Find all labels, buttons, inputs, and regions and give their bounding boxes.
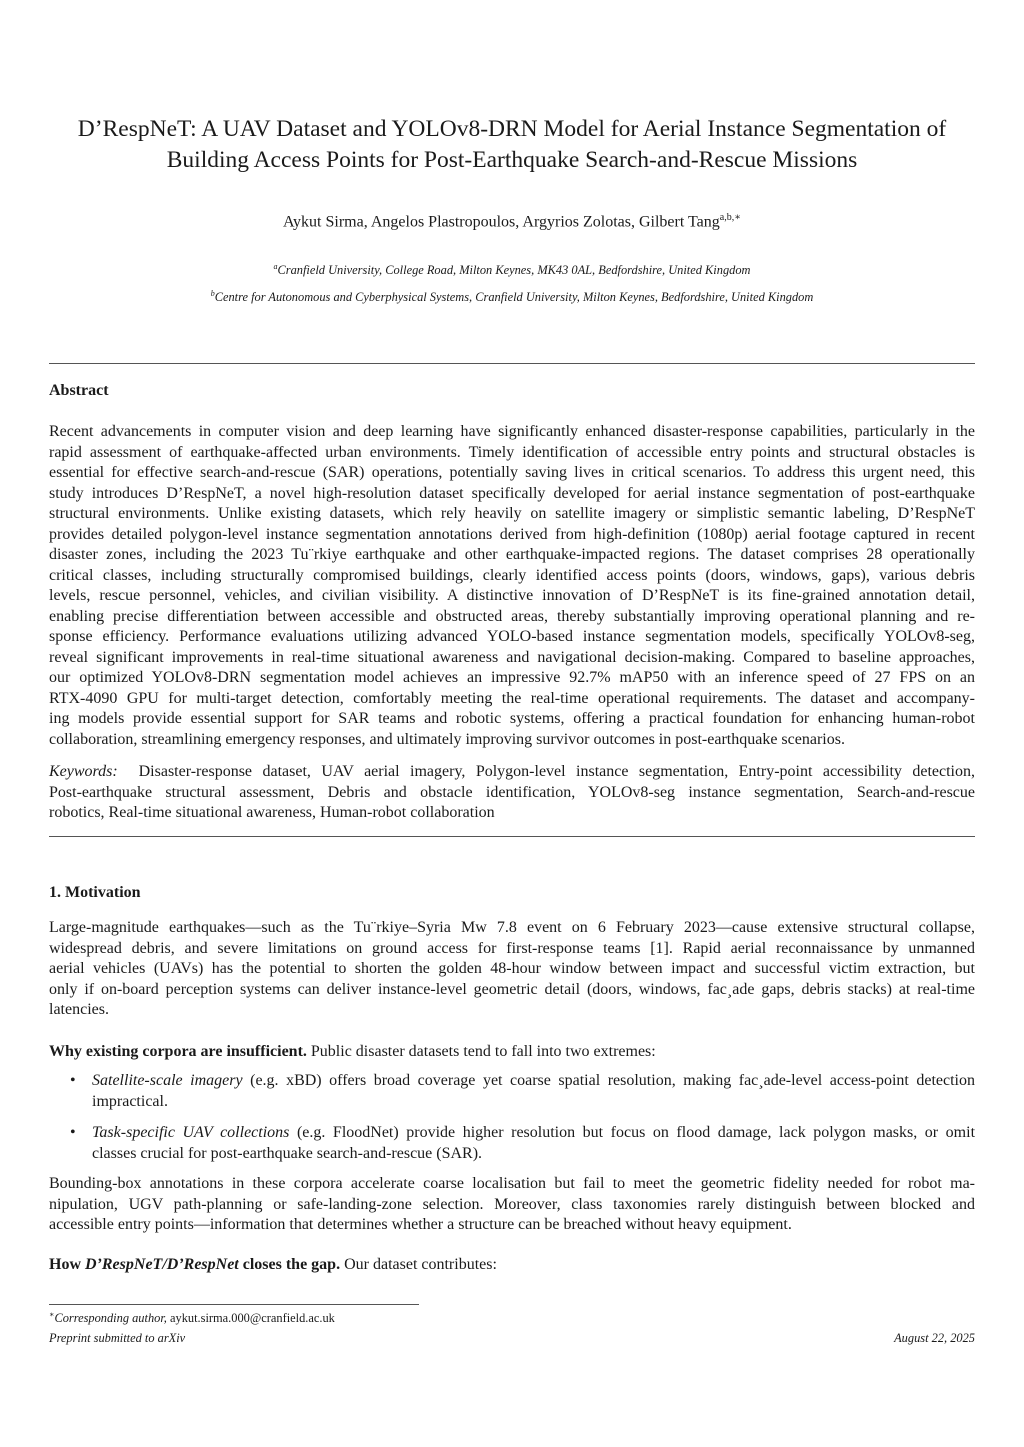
section-heading-motivation: 1. Motivation	[49, 884, 141, 901]
author-list	[0, 212, 1024, 231]
motivation-paragraph-3: Bounding-box annotations in these corpora accelerate coarse localisation but fail to meet the geometric fidelity needed for robot ma- nipulation, UGV path-planning or safe-landing-zone selection. Moreover, class taxonomies rarely distinguish between blocked and accessible entry points—information that determines whether a structure can be breached without heavy equipment.	[49, 1175, 975, 1233]
list-item: • Satellite-scale imagery (e.g. xBD) offers broad coverage yet coarse spatial resolution, making fac¸ade-level access-point detection impractical.	[70, 1072, 976, 1110]
bullet-icon: •	[70, 1072, 76, 1089]
motivation-paragraph-2: Why existing corpora are insufficient. Public disaster datasets tend to fall into two extremes:	[49, 1043, 656, 1060]
author-names: Aykut Sirma, Angelos Plastropoulos, Argyrios Zolotas, Gilbert Tang	[282, 213, 720, 231]
author-marks: a,b,∗	[719, 212, 742, 223]
affiliation-a: $^a$Cranfield University, College Road, Milton Keynes, MK43 0AL, Bedfordshire, United Kingdom	[273, 262, 751, 278]
bullet-icon: •	[70, 1124, 76, 1141]
keywords-label: Keywords:	[49, 763, 118, 780]
paper-title	[40, 114, 984, 176]
footnote-email: aykut.sirma.000@cranfield.ac.uk	[170, 1311, 335, 1326]
keywords-block: Keywords: Disaster-response dataset, UAV aerial imagery, Polygon-level instance segmentation, Entry-point accessibility detection, Post-earthquake structural assessment, Debris and obstacle identification, YOLOv8-seg instance segmentation, Search-and-rescue robotics, Real-time situational awareness, Human-robot collaboration	[49, 763, 975, 821]
motivation-paragraph-1: Large-magnitude earthquakes—such as the Tu¨rkiye–Syria Mw 7.8 event on 6 February 2023—cause extensive structural collapse, widespread debris, and severe limitations on ground access for first-response teams [1]. Rapid aerial reconnaissance by unmanned aerial vehicles (UAVs) has the potential to shorten the golden 48-hour window between impact and successful victim extraction, but only if on-board perception systems can deliver instance-level geometric detail (doors, windows, fac¸ade gaps, debris stacks) at real-time latencies.	[49, 919, 975, 1018]
footnote: ∗Corresponding author, aykut.sirma.000@cranfield.ac.uk	[49, 1310, 335, 1326]
footer-date: August 22, 2025	[894, 1331, 975, 1345]
list-item: • Task-specific UAV collections (e.g. FloodNet) provide higher resolution but focus on flood damage, lack polygon masks, or omit classes crucial for post-earthquake search-and-rescue (SAR).	[70, 1124, 976, 1162]
motivation-paragraph-4: How D’RespNeT/D’RespNet closes the gap. Our dataset contributes:	[49, 1256, 497, 1273]
footnote-rule	[49, 1304, 419, 1305]
divider-bottom	[49, 836, 975, 837]
footer-preprint: Preprint submitted to arXiv	[49, 1331, 186, 1345]
title-line-2: Building Access Points for Post-Earthquake Search-and-Rescue Missions	[166, 147, 858, 173]
affiliation-b: $^b$Centre for Autonomous and Cyberphysical Systems, Cranfield University, Milton Keynes, Bedfordshire, United Kingdom	[210, 289, 814, 305]
abstract-heading: Abstract	[49, 382, 109, 399]
title-line-1: D’RespNeT: A UAV Dataset and YOLOv8-DRN Model for Aerial Instance Segmentation of	[77, 116, 947, 142]
divider-top	[49, 363, 975, 364]
abstract-body: Recent advancements in computer vision and deep learning have significantly enhanced disaster-response capabilities, particularly in the rapid assessment of earthquake-affected urban environments. Timely identification of accessible entry points and structural obstacles is essential for effective search-and-rescue (SAR) operations, potentially saving lives in critical scenarios. To address this urgent need, this study introduces D’RespNeT, a novel high-resolution dataset specifically developed for aerial instance segmentation of post-earthquake structural environments. Unlike existing datasets, which rely heavily on satellite imagery or simplistic semantic labeling, D’RespNeT provides detailed polygon-level instance segmentation annotations derived from high-definition (1080p) aerial footage captured in recent disaster zones, including the 2023 Tu¨rkiye earthquake and other earthquake-impacted regions. The dataset comprises 28 operationally critical classes, including structurally compromised buildings, clearly identified access points (doors, windows, gaps), various debris levels, rescue personnel, vehicles, and civilian visibility. A distinctive innovation of D’RespNeT is its fine-grained annotation detail, enabling precise differentiation between accessible and obstructed areas, thereby substantially improving operational planning and re- sponse efficiency. Performance evaluations utilizing advanced YOLO-based instance segmentation models, specifically YOLOv8-seg, reveal significant improvements in real-time situational awareness and navigational decision-making. Compared to baseline approaches, our optimized YOLOv8-DRN segmentation model achieves an impressive 92.7% mAP50 with an inference speed of 27 FPS on an RTX-4090 GPU for multi-target detection, comfortably meeting the real-time operational requirements. The dataset and accompany- ing models provide essential support for SAR teams and robotic systems, offering a practical foundation for enhancing human-robot collaboration, streamlining emergency responses, and ultimately improving survivor outcomes in post-earthquake scenarios.	[49, 423, 975, 748]
